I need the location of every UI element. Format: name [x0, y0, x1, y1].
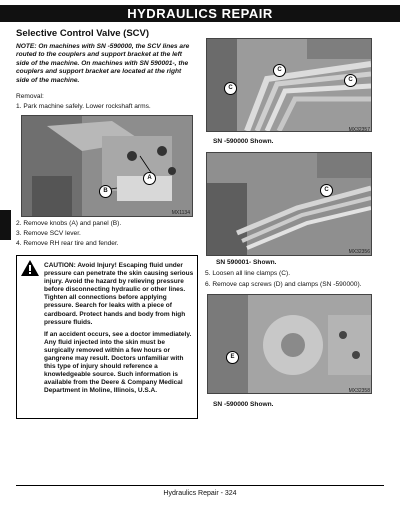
caution-paragraph-1: CAUTION: Avoid Injury! Escaping fluid under pressure can penetrate the skin causing serious injury. Avoid the hazard by relieving pressure before disconnecting hydraulic or other lines. Tighten all connections before applying pressure. Search for leaks with a piece of cardboard. Protect hands and body from high pressure fluids.	[44, 262, 194, 326]
step-1: 1. Park machine safely. Lower rockshaft arms.	[16, 103, 151, 110]
figure-caption: SN -590000 Shown.	[213, 401, 274, 408]
caution-text	[44, 262, 194, 400]
callout-c-1: C	[273, 64, 286, 77]
figure-line-clamps-b	[206, 152, 372, 256]
callout-c-3: C	[224, 82, 237, 95]
note-text: NOTE: On machines with SN -590000, the SCV lines are routed to the couplers and support bracket at the left side of the machine. On machines with SN 590001-, the couplers and support bracket are located at the right side of the machine.	[16, 43, 190, 84]
step-6: 6. Remove cap screws (D) and clamps (SN -590000).	[205, 281, 362, 288]
callout-b: B	[99, 185, 112, 198]
side-tab	[0, 210, 11, 240]
figure-id: MX32358	[348, 388, 370, 394]
page-footer: Hydraulics Repair - 324	[163, 490, 237, 497]
figure-cap-screws-illustration	[208, 295, 371, 393]
figure-id: MX32356	[348, 249, 370, 255]
step-4: 4. Remove RH rear tire and fender.	[16, 240, 119, 247]
callout-a: A	[143, 172, 156, 185]
page-title: HYDRAULICS REPAIR	[127, 6, 273, 21]
step-3: 3. Remove SCV lever.	[16, 230, 81, 237]
figure-line-clamps-b-illustration	[207, 153, 371, 255]
callout-e: E	[226, 351, 239, 364]
section-title: Selective Control Valve (SCV)	[16, 28, 150, 39]
step-5: 5. Loosen all line clamps (C).	[205, 270, 291, 277]
warning-icon	[20, 259, 40, 277]
step-2: 2. Remove knobs (A) and panel (B).	[16, 220, 122, 227]
figure-knobs-panel	[21, 115, 193, 217]
figure-id: MX32357	[348, 127, 370, 133]
figure-id: MX1134	[171, 210, 190, 216]
callout-c: C	[320, 184, 333, 197]
caution-paragraph-2: If an accident occurs, see a doctor immediately. Any fluid injected into the skin must be surgically removed within a few hours or gangrene may result. Doctors unfamiliar with this type of injury should reference a knowledgeable source. Such information is available from the Deere & Company Medical Department in Moline, Illinois, U.S.A.	[44, 330, 192, 395]
figure-caption: SN -590000 Shown.	[213, 138, 274, 145]
callout-c-2: C	[344, 74, 357, 87]
figure-knobs-panel-illustration	[22, 116, 192, 216]
figure-cap-screws	[207, 294, 372, 394]
figure-caption: SN 590001- Shown.	[216, 259, 277, 266]
footer-divider	[16, 485, 384, 486]
removal-label: Removal:	[16, 93, 44, 100]
